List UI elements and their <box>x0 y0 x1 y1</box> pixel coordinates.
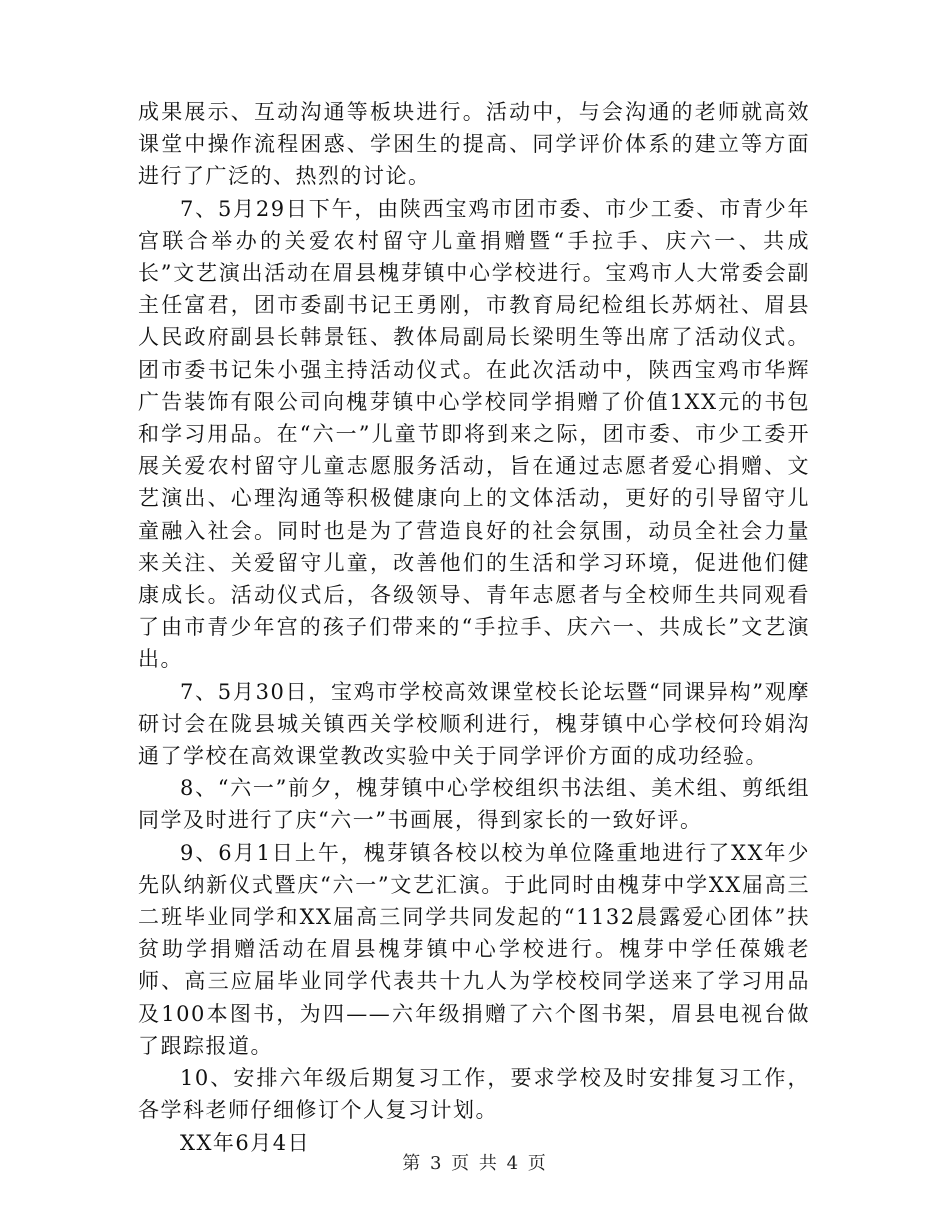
document-body <box>138 96 810 1159</box>
paragraph-continued: 成果展示、互动沟通等板块进行。活动中，与会沟通的老师就高效课堂中操作流程困惑、学困生的提高、同学评价体系的建立等方面进行了广泛的、热烈的讨论。 <box>138 100 810 189</box>
page-number-footer: 第 3 页 共 4 页 <box>402 1153 548 1174</box>
paragraph-item-10: 10、安排六年级后期复习工作，要求学校及时安排复习工作，各学科老师仔细修订个人复习计划。 <box>138 1066 810 1123</box>
paragraph-item-8: 8、“六一”前夕，槐芽镇中心学校组织书法组、美术组、剪纸组同学及时进行了庆“六一”书画展，得到家长的一致好评。 <box>138 776 810 833</box>
paragraph-item-9: 9、6月1日上午，槐芽镇各校以校为单位隆重地进行了XX年少先队纳新仪式暨庆“六一”文艺汇演。于此同时由槐芽中学XX届高三二班毕业同学和XX届高三同学共同发起的“1132晨露爱心团体”扶贫助学捐赠活动在眉县槐芽镇中心学校进行。槐芽中学任葆娥老师、高三应届毕业同学代表共十九人为学校校同学送来了学习用品及100本图书，为四——六年级捐赠了六个图书架，眉县电视台做了跟踪报道。 <box>138 840 810 1058</box>
paragraph-item-7a: 7、5月29日下午，由陕西宝鸡市团市委、市少工委、市青少年宫联合举办的关爱农村留守儿童捐赠暨“手拉手、庆六一、共成长”文艺演出活动在眉县槐芽镇中心学校进行。宝鸡市人大常委会副主任富君，团市委副书记王勇刚，市教育局纪检组长苏炳社、眉县人民政府副县长韩景钰、教体局副局长梁明生等出席了活动仪式。团市委书记朱小强主持活动仪式。在此次活动中，陕西宝鸡市华辉广告装饰有限公司向槐芽镇中心学校同学捐赠了价值1XX元的书包和学习用品。在“六一”儿童节即将到来之际，团市委、市少工委开展关爱农村留守儿童志愿服务活动，旨在通过志愿者爱心捐赠、文艺演出、心理沟通等积极健康向上的文体活动，更好的引导留守儿童融入社会。同时也是为了营造良好的社会氛围，动员全社会力量来关注、关爱留守儿童，改善他们的生活和学习环境，促进他们健康成长。活动仪式后，各级领导、青年志愿者与全校师生共同观看了由市青少年宫的孩子们带来的“手拉手、庆六一、共成长”文艺演出。 <box>138 196 810 672</box>
document-date: XX年6月4日 <box>180 1130 311 1155</box>
paragraph-item-7b: 7、5月30日，宝鸡市学校高效课堂校长论坛暨“同课异构”观摩研讨会在陇县城关镇西关学校顺利进行，槐芽镇中心学校何玲娟沟通了学校在高效课堂教改实验中关于同学评价方面的成功经验。 <box>138 679 810 769</box>
